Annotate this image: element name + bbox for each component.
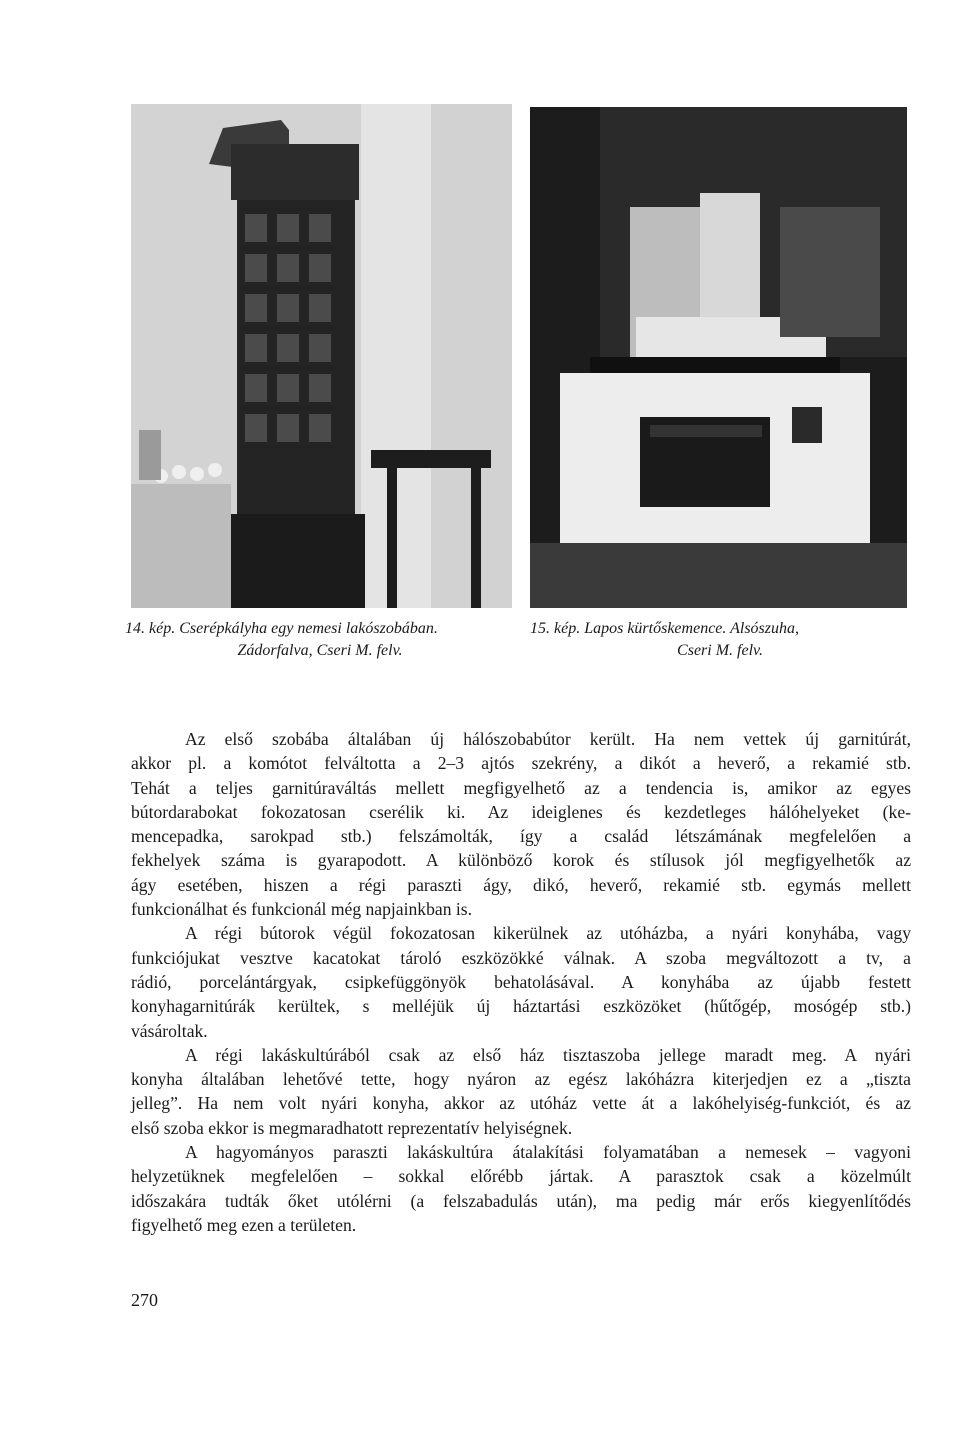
text-line: jelleg”. Ha nem volt nyári konyha, akkor az utóház vette át a lakóhelyiség-funkciót, és az [131, 1093, 911, 1114]
paragraph-2 [131, 921, 911, 1042]
text-line: ágy esetében, hiszen a régi paraszti ágy, dikó, heverő, rekamié stb. egymás mellett [131, 874, 911, 895]
text-line: akkor pl. a komótot felváltotta a 2–3 ajtós szekrény, a dikót a heverő, a rekamié stb. [131, 753, 911, 774]
chimney-oven-image [530, 107, 907, 608]
caption-line: 15. kép. Lapos kürtőskemence. Alsószuha, [530, 620, 799, 637]
text-line: A régi bútorok végül fokozatosan kikerülnek az utóházba, a nyári konyhába, vagy [185, 923, 911, 944]
page-number: 270 [131, 1290, 158, 1310]
text-line: konyha általában lehetővé tette, hogy nyáron az egész lakóházra kiterjedjen ez a „tiszta [131, 1069, 911, 1090]
text-line: A régi lakáskultúrából csak az első ház tisztaszoba jellege maradt meg. A nyári [185, 1044, 911, 1065]
caption-line: 14. kép. Cserépkályha egy nemesi lakószobában. [125, 620, 438, 637]
paragraph-4 [131, 1140, 911, 1237]
text-line: figyelhető meg ezen a területen. [131, 1214, 357, 1235]
text-line: Az első szobába általában új hálószobabútor került. Ha nem vettek új garnitúrát, [185, 729, 911, 749]
text-line: Tehát a teljes garnitúraváltás mellett megfigyelhető az a tendencia is, amikor az egyes [131, 777, 911, 798]
text-line: első szoba ekkor is megmaradhatott reprezentatív helyiségnek. [131, 1117, 573, 1138]
photo-chimney-oven [530, 107, 907, 608]
text-line: helyzetüknek megfelelően – sokkal előrébb jártak. A parasztok csak a közelmúlt [131, 1166, 911, 1187]
caption-line: Cseri M. felv. [677, 642, 763, 659]
text-line: vásároltak. [131, 1020, 208, 1041]
body-text [131, 727, 911, 1237]
figure-caption-15 [530, 618, 910, 662]
text-line: fekhelyek száma is gyarapodott. A különböző korok és stílusok jól megfigyelhetők az [131, 850, 911, 871]
text-line: rádió, porcelántárgyak, csipkefüggönyök behatolásával. A konyhába az újabb festett [131, 971, 911, 992]
text-line: A hagyományos paraszti lakáskultúra átalakítási folyamatában a nemesek – vagyoni [185, 1142, 911, 1163]
text-line: mencepadka, sarokpad stb.) felszámolták, így a család létszámának megfelelően a [131, 826, 911, 847]
tiled-stove-image [131, 104, 512, 608]
text-line: funkciójukat vesztve kacatokat tároló eszközökké válnak. A szoba megváltozott a tv, a [131, 947, 911, 968]
text-line: időszakára tudták őket utólérni (a felszabadulás után), ma pedig már erős kiegyenlítődés [131, 1190, 911, 1211]
figure-caption-14 [125, 618, 515, 662]
text-line: bútordarabokat fokozatosan cserélik ki. Az ideiglenes és kezdetleges hálóhelyeket (ke- [131, 801, 911, 822]
text-line: funkcionálhat és funkcionál még napjainkban is. [131, 899, 473, 920]
text-line: konyhagarnitúrák kerültek, s melléjük új háztartási eszközöket (hűtőgép, mosógép stb.) [131, 996, 911, 1017]
paragraph-3 [131, 1043, 911, 1140]
paragraph-1 [131, 727, 911, 921]
photo-tiled-stove [131, 104, 512, 608]
caption-line: Zádorfalva, Cseri M. felv. [237, 642, 403, 659]
